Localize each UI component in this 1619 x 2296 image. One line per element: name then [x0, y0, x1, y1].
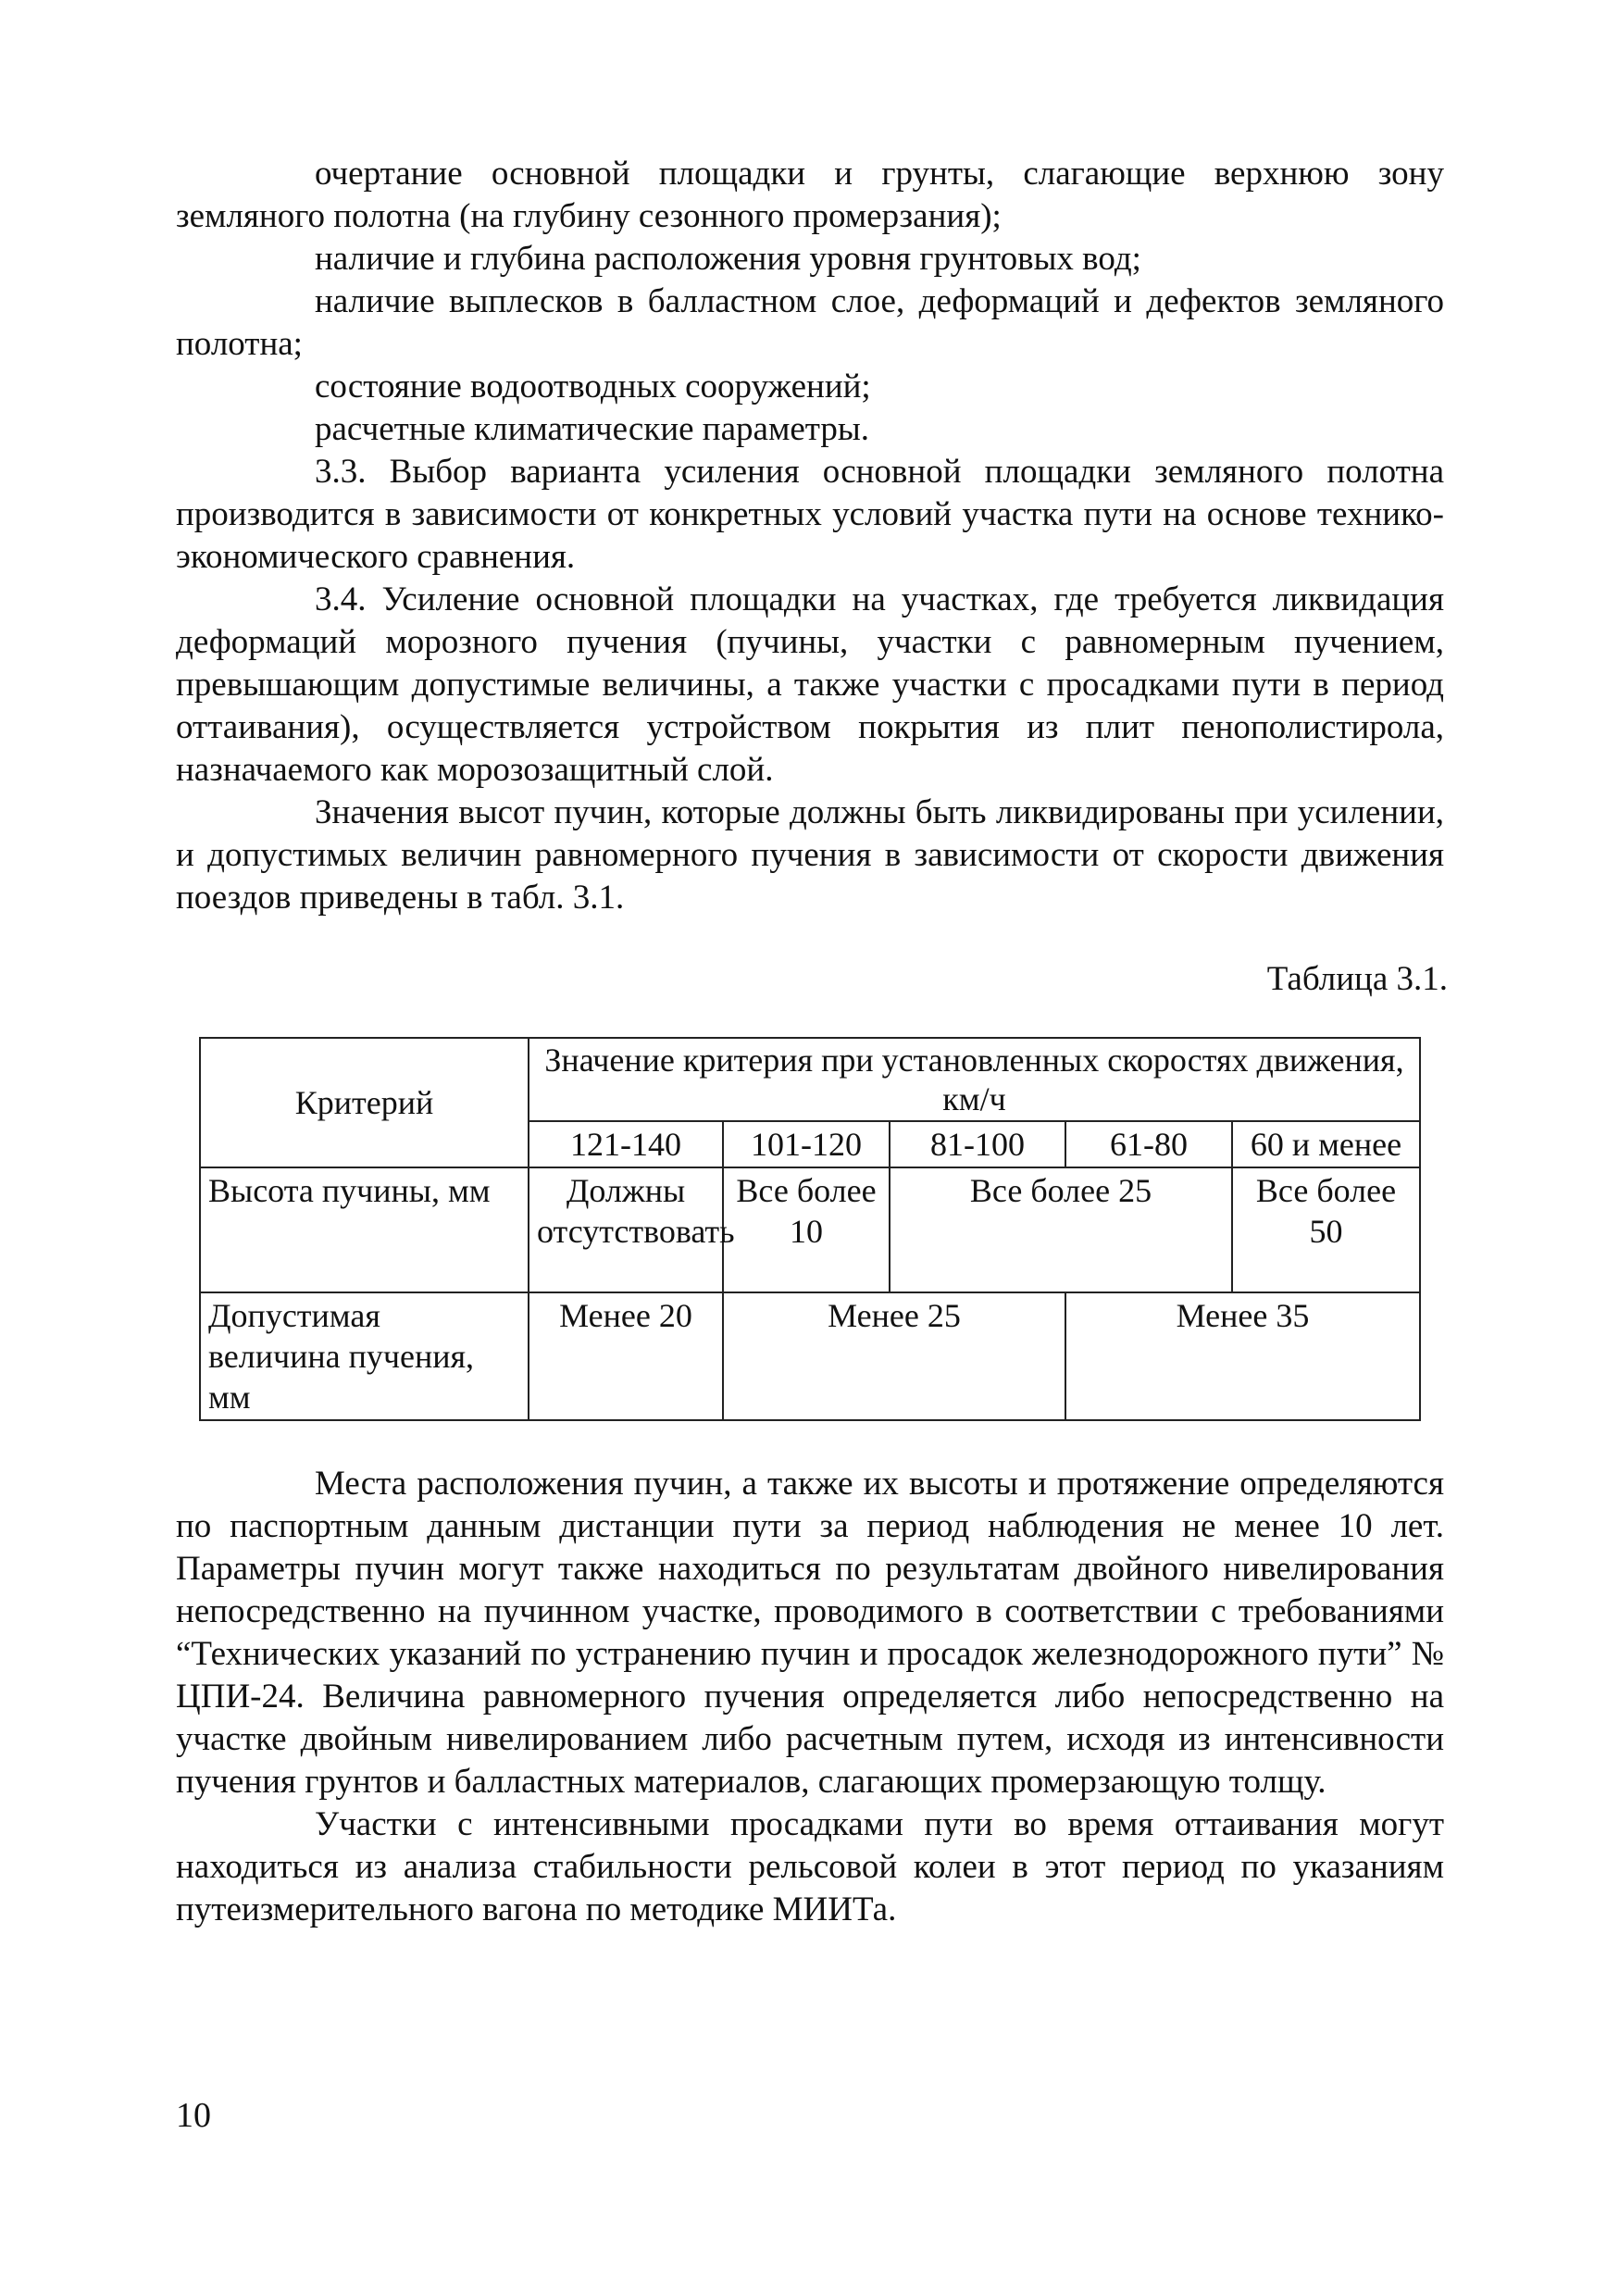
table-cell: Все более 50	[1232, 1167, 1420, 1292]
speed-header: 121-140	[529, 1121, 723, 1167]
paragraph: Места расположения пучин, а также их высоты и протяжение определяются по паспортным данным дистанции пути за период наблюдения не менее 10 лет. Параметры пучин могут также находиться по результатам двойного нивелирования непосредственно на пучинном участке, проводимого в соответствии с требованиями “Технических указаний по устранению пучин и просадок железнодорожного пути” № ЦПИ-24. Величина равномерного пучения определяется либо непосредственно на участке двойным нивелированием либо расчетным путем, исходя из интенсивности пучения грунтов и балластных материалов, слагающих промерзающую толщу.	[176, 1465, 1444, 1801]
table-header-speed-group: Значение критерия при установленных скоростях движения, км/ч	[529, 1038, 1420, 1121]
paragraph: Участки с интенсивными просадками пути во время оттаивания могут находиться из анализа стабильности рельсовой колеи в этот период по указаниям путеизмерительного вагона по методике МИИТа.	[176, 1805, 1444, 1928]
paragraph-section-3-3: 3.3. Выбор варианта усиления основной площадки земляного полотна производится в зависимости от конкретных условий участка пути на основе технико-экономического сравнения.	[176, 453, 1444, 576]
paragraph: состояние водоотводных сооружений;	[315, 368, 871, 406]
row-label-heave-height: Высота пучины, мм	[200, 1167, 529, 1292]
speed-header: 81-100	[890, 1121, 1065, 1167]
paragraph: наличие и глубина расположения уровня грунтовых вод;	[315, 240, 1141, 278]
row-label-allowed-heave: Допустимая величина пучения, мм	[200, 1292, 529, 1420]
table-caption: Таблица 3.1.	[1266, 960, 1448, 998]
text-block-bottom	[176, 1463, 1444, 1931]
speed-header: 61-80	[1065, 1121, 1232, 1167]
paragraph: очертание основной площадки и грунты, слагающие верхнюю зону земляного полотна (на глубину сезонного промерзания);	[176, 155, 1444, 235]
table-cell: Все более 10	[723, 1167, 890, 1292]
page-number: 10	[176, 2096, 211, 2135]
paragraph-section-3-4: 3.4. Усиление основной площадки на участках, где требуется ликвидация деформаций морозного пучения (пучины, участки с равномерным пучением, превышающим допустимые величины, а также участки с просадками пути в период оттаивания), осуществляется устройством покрытия из плит пенополистирола, назначаемого как морозозащитный слой.	[176, 580, 1444, 789]
table-header-criterion: Критерий	[200, 1038, 529, 1167]
table-cell: Все более 25	[890, 1167, 1232, 1292]
paragraph: расчетные климатические параметры.	[315, 410, 870, 448]
speed-header: 101-120	[723, 1121, 890, 1167]
table-cell: Менее 20	[529, 1292, 723, 1420]
table-cell: Должны отсутствовать	[529, 1167, 723, 1292]
table-cell: Менее 25	[723, 1292, 1065, 1420]
text-block-top	[176, 153, 1444, 919]
paragraph: наличие выплесков в балластном слое, деформаций и дефектов земляного полотна;	[176, 282, 1444, 363]
criteria-table	[199, 1037, 1421, 1421]
paragraph: Значения высот пучин, которые должны быть ликвидированы при усилении, и допустимых величин равномерного пучения в зависимости от скорости движения поездов приведены в табл. 3.1.	[176, 793, 1444, 917]
table-cell: Менее 35	[1065, 1292, 1420, 1420]
speed-header: 60 и менее	[1232, 1121, 1420, 1167]
